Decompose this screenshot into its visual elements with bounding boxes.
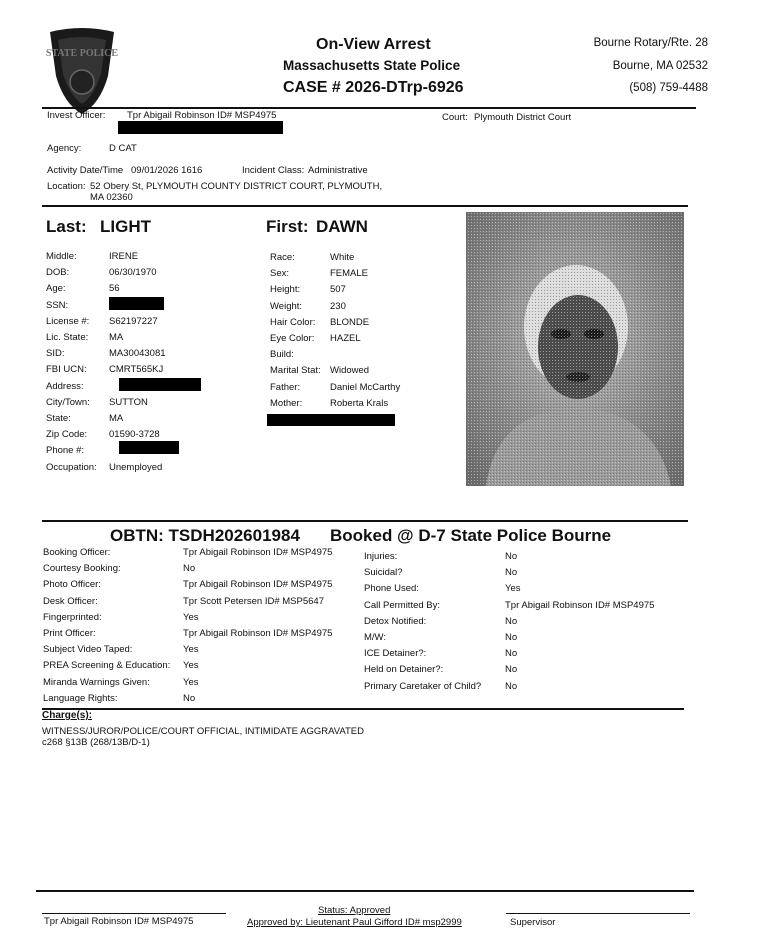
- charge-description: WITNESS/JUROR/POLICE/COURT OFFICIAL, INTIMIDATE AGGRAVATED: [42, 726, 364, 737]
- invest-officer-label: Invest Officer:: [47, 110, 106, 121]
- field-value: 01590-3728: [109, 429, 160, 441]
- field-label: Suicidal?: [364, 567, 403, 579]
- field-label: M/W:: [364, 632, 386, 643]
- field-value: Yes: [183, 644, 199, 656]
- station-address-line1: Bourne Rotary/Rte. 28: [593, 37, 708, 49]
- field-label: Held on Detainer?:: [364, 664, 444, 676]
- field-value: White: [330, 252, 355, 263]
- first-name-label: First:: [266, 217, 309, 236]
- last-name-label: Last:: [46, 217, 87, 236]
- station-address-line2: Bourne, MA 02532: [612, 60, 708, 72]
- field-label: SID:: [46, 348, 65, 360]
- field-value: Yes: [183, 676, 199, 688]
- field-label: Booking Officer:: [43, 547, 111, 558]
- field-label: Hair Color:: [270, 316, 316, 328]
- state-police-badge-logo: [44, 26, 120, 116]
- agency-name: Massachusetts State Police: [283, 58, 461, 73]
- location-label: Location:: [47, 181, 86, 192]
- field-value: No: [183, 692, 196, 704]
- field-label: Weight:: [270, 300, 303, 312]
- field-label: Zip Code:: [46, 429, 88, 441]
- field-label: Eye Color:: [270, 333, 315, 344]
- field-label: Language Rights:: [43, 692, 118, 704]
- field-value: No: [505, 648, 518, 660]
- field-label: Age:: [46, 283, 66, 295]
- field-label: Desk Officer:: [43, 595, 98, 607]
- field-value: Yes: [183, 611, 199, 623]
- obtn-number: OBTN: TSDH202601984: [110, 526, 300, 545]
- field-label: ICE Detainer?:: [364, 648, 427, 660]
- field-value: Tpr Scott Petersen ID# MSP5647: [183, 595, 324, 607]
- field-value: SUTTON: [109, 396, 148, 408]
- field-label: Address:: [46, 380, 84, 392]
- field-label: Subject Video Taped:: [43, 644, 133, 656]
- field-label: License #:: [46, 315, 90, 327]
- field-value: No: [505, 615, 518, 627]
- signature-line: [506, 913, 690, 914]
- field-value: FEMALE: [330, 268, 369, 280]
- report-title: On-View Arrest: [316, 36, 431, 53]
- location-line1: 52 Obery St, PLYMOUTH COUNTY DISTRICT COURT, PLYMOUTH,: [90, 181, 383, 192]
- field-value: HAZEL: [330, 333, 361, 344]
- field-label: Mother:: [270, 397, 303, 409]
- field-value: 06/30/1970: [109, 267, 157, 279]
- field-value: Unemployed: [109, 461, 163, 473]
- phone-redaction: [119, 441, 179, 454]
- field-label: Build:: [270, 349, 294, 361]
- case-number: CASE # 2026-DTrp-6926: [283, 79, 464, 96]
- field-label: Occupation:: [46, 461, 97, 473]
- field-value: Tpr Abigail Robinson ID# MSP4975: [505, 599, 655, 611]
- field-value: Daniel McCarthy: [330, 381, 401, 393]
- field-label: Phone Used:: [364, 583, 419, 595]
- field-label: FBI UCN:: [46, 364, 87, 376]
- field-value: Yes: [183, 660, 199, 672]
- footer-approved-by: Approved by: Lieutenant Paul Gifford ID# msp2999: [247, 917, 462, 928]
- field-value: 507: [330, 284, 346, 296]
- field-value: Widowed: [330, 365, 370, 377]
- field-label: SSN:: [46, 299, 69, 311]
- field-value: MA: [109, 332, 124, 343]
- location-line2: MA 02360: [90, 192, 133, 203]
- field-label: Print Officer:: [43, 628, 96, 639]
- field-label: Injuries:: [364, 551, 398, 562]
- field-value: BLONDE: [330, 316, 370, 328]
- redaction-block: [267, 414, 395, 426]
- field-label: Photo Officer:: [43, 579, 101, 591]
- section-divider: [42, 708, 684, 710]
- footer-supervisor: Supervisor: [510, 917, 556, 928]
- court-value: Plymouth District Court: [474, 112, 572, 123]
- field-label: State:: [46, 413, 71, 424]
- field-value: MA30043081: [109, 348, 166, 360]
- field-value: 230: [330, 300, 346, 312]
- field-value: Tpr Abigail Robinson ID# MSP4975: [183, 628, 333, 639]
- footer-divider: [36, 890, 694, 892]
- field-label: City/Town:: [46, 396, 90, 408]
- field-value: CMRT565KJ: [109, 364, 164, 376]
- field-label: Primary Caretaker of Child?: [364, 680, 482, 692]
- field-value: IRENE: [109, 251, 139, 262]
- field-value: Roberta Krals: [330, 397, 389, 409]
- field-label: Marital Stat:: [270, 365, 321, 377]
- field-value: No: [505, 680, 518, 692]
- agency-value: D CAT: [109, 143, 137, 154]
- incident-class-label: Incident Class:: [242, 165, 305, 176]
- field-label: Height:: [270, 284, 301, 296]
- redaction-block: [118, 121, 283, 134]
- booked-location: Booked @ D-7 State Police Bourne: [330, 526, 612, 545]
- field-label: Father:: [270, 381, 301, 393]
- address-redaction: [119, 378, 201, 391]
- footer-status: Status: Approved: [318, 905, 391, 916]
- field-value: Tpr Abigail Robinson ID# MSP4975: [183, 579, 333, 591]
- court-label: Court:: [442, 112, 468, 123]
- field-label: DOB:: [46, 267, 70, 279]
- signature-line: [42, 913, 226, 914]
- field-label: Detox Notified:: [364, 615, 427, 627]
- station-phone: (508) 759-4488: [629, 82, 708, 94]
- last-name: LIGHT: [100, 217, 151, 236]
- field-label: Courtesy Booking:: [43, 563, 121, 575]
- footer-officer: Tpr Abigail Robinson ID# MSP4975: [44, 916, 194, 927]
- charges-heading: Charge(s):: [42, 710, 93, 721]
- field-value: No: [505, 567, 518, 579]
- section-divider: [42, 205, 688, 207]
- field-label: Phone #:: [46, 445, 85, 457]
- field-label: Middle:: [46, 251, 77, 262]
- field-label: Fingerprinted:: [43, 611, 102, 623]
- agency-label: Agency:: [47, 143, 82, 154]
- field-label: Lic. State:: [46, 332, 89, 343]
- badge-text: STATE POLICE: [45, 48, 119, 59]
- field-label: Sex:: [270, 268, 290, 280]
- booking-photo: [466, 212, 684, 486]
- first-name: DAWN: [316, 217, 368, 236]
- field-label: Miranda Warnings Given:: [43, 676, 150, 688]
- field-value: No: [183, 563, 196, 575]
- field-value: MA: [109, 413, 124, 424]
- field-value: Tpr Abigail Robinson ID# MSP4975: [183, 547, 333, 558]
- ssn-redaction: [109, 297, 164, 310]
- field-value: Yes: [505, 583, 521, 595]
- activity-date-value: 09/01/2026 1616: [131, 165, 203, 176]
- field-value: No: [505, 664, 518, 676]
- incident-class-value: Administrative: [308, 165, 368, 176]
- field-value: No: [505, 632, 518, 643]
- activity-date-label: Activity Date/Time: [47, 165, 124, 176]
- field-label: PREA Screening & Education:: [43, 660, 171, 672]
- field-label: Race:: [270, 252, 295, 263]
- invest-officer-value: Tpr Abigail Robinson ID# MSP4975: [127, 110, 277, 121]
- section-divider: [42, 520, 688, 522]
- header-divider: [42, 107, 696, 109]
- charge-statute: c268 §13B (268/13B/D-1): [42, 737, 150, 748]
- field-label: Call Permitted By:: [364, 599, 441, 611]
- field-value: No: [505, 551, 518, 562]
- field-value: 56: [109, 283, 120, 295]
- field-value: S62197227: [109, 315, 158, 327]
